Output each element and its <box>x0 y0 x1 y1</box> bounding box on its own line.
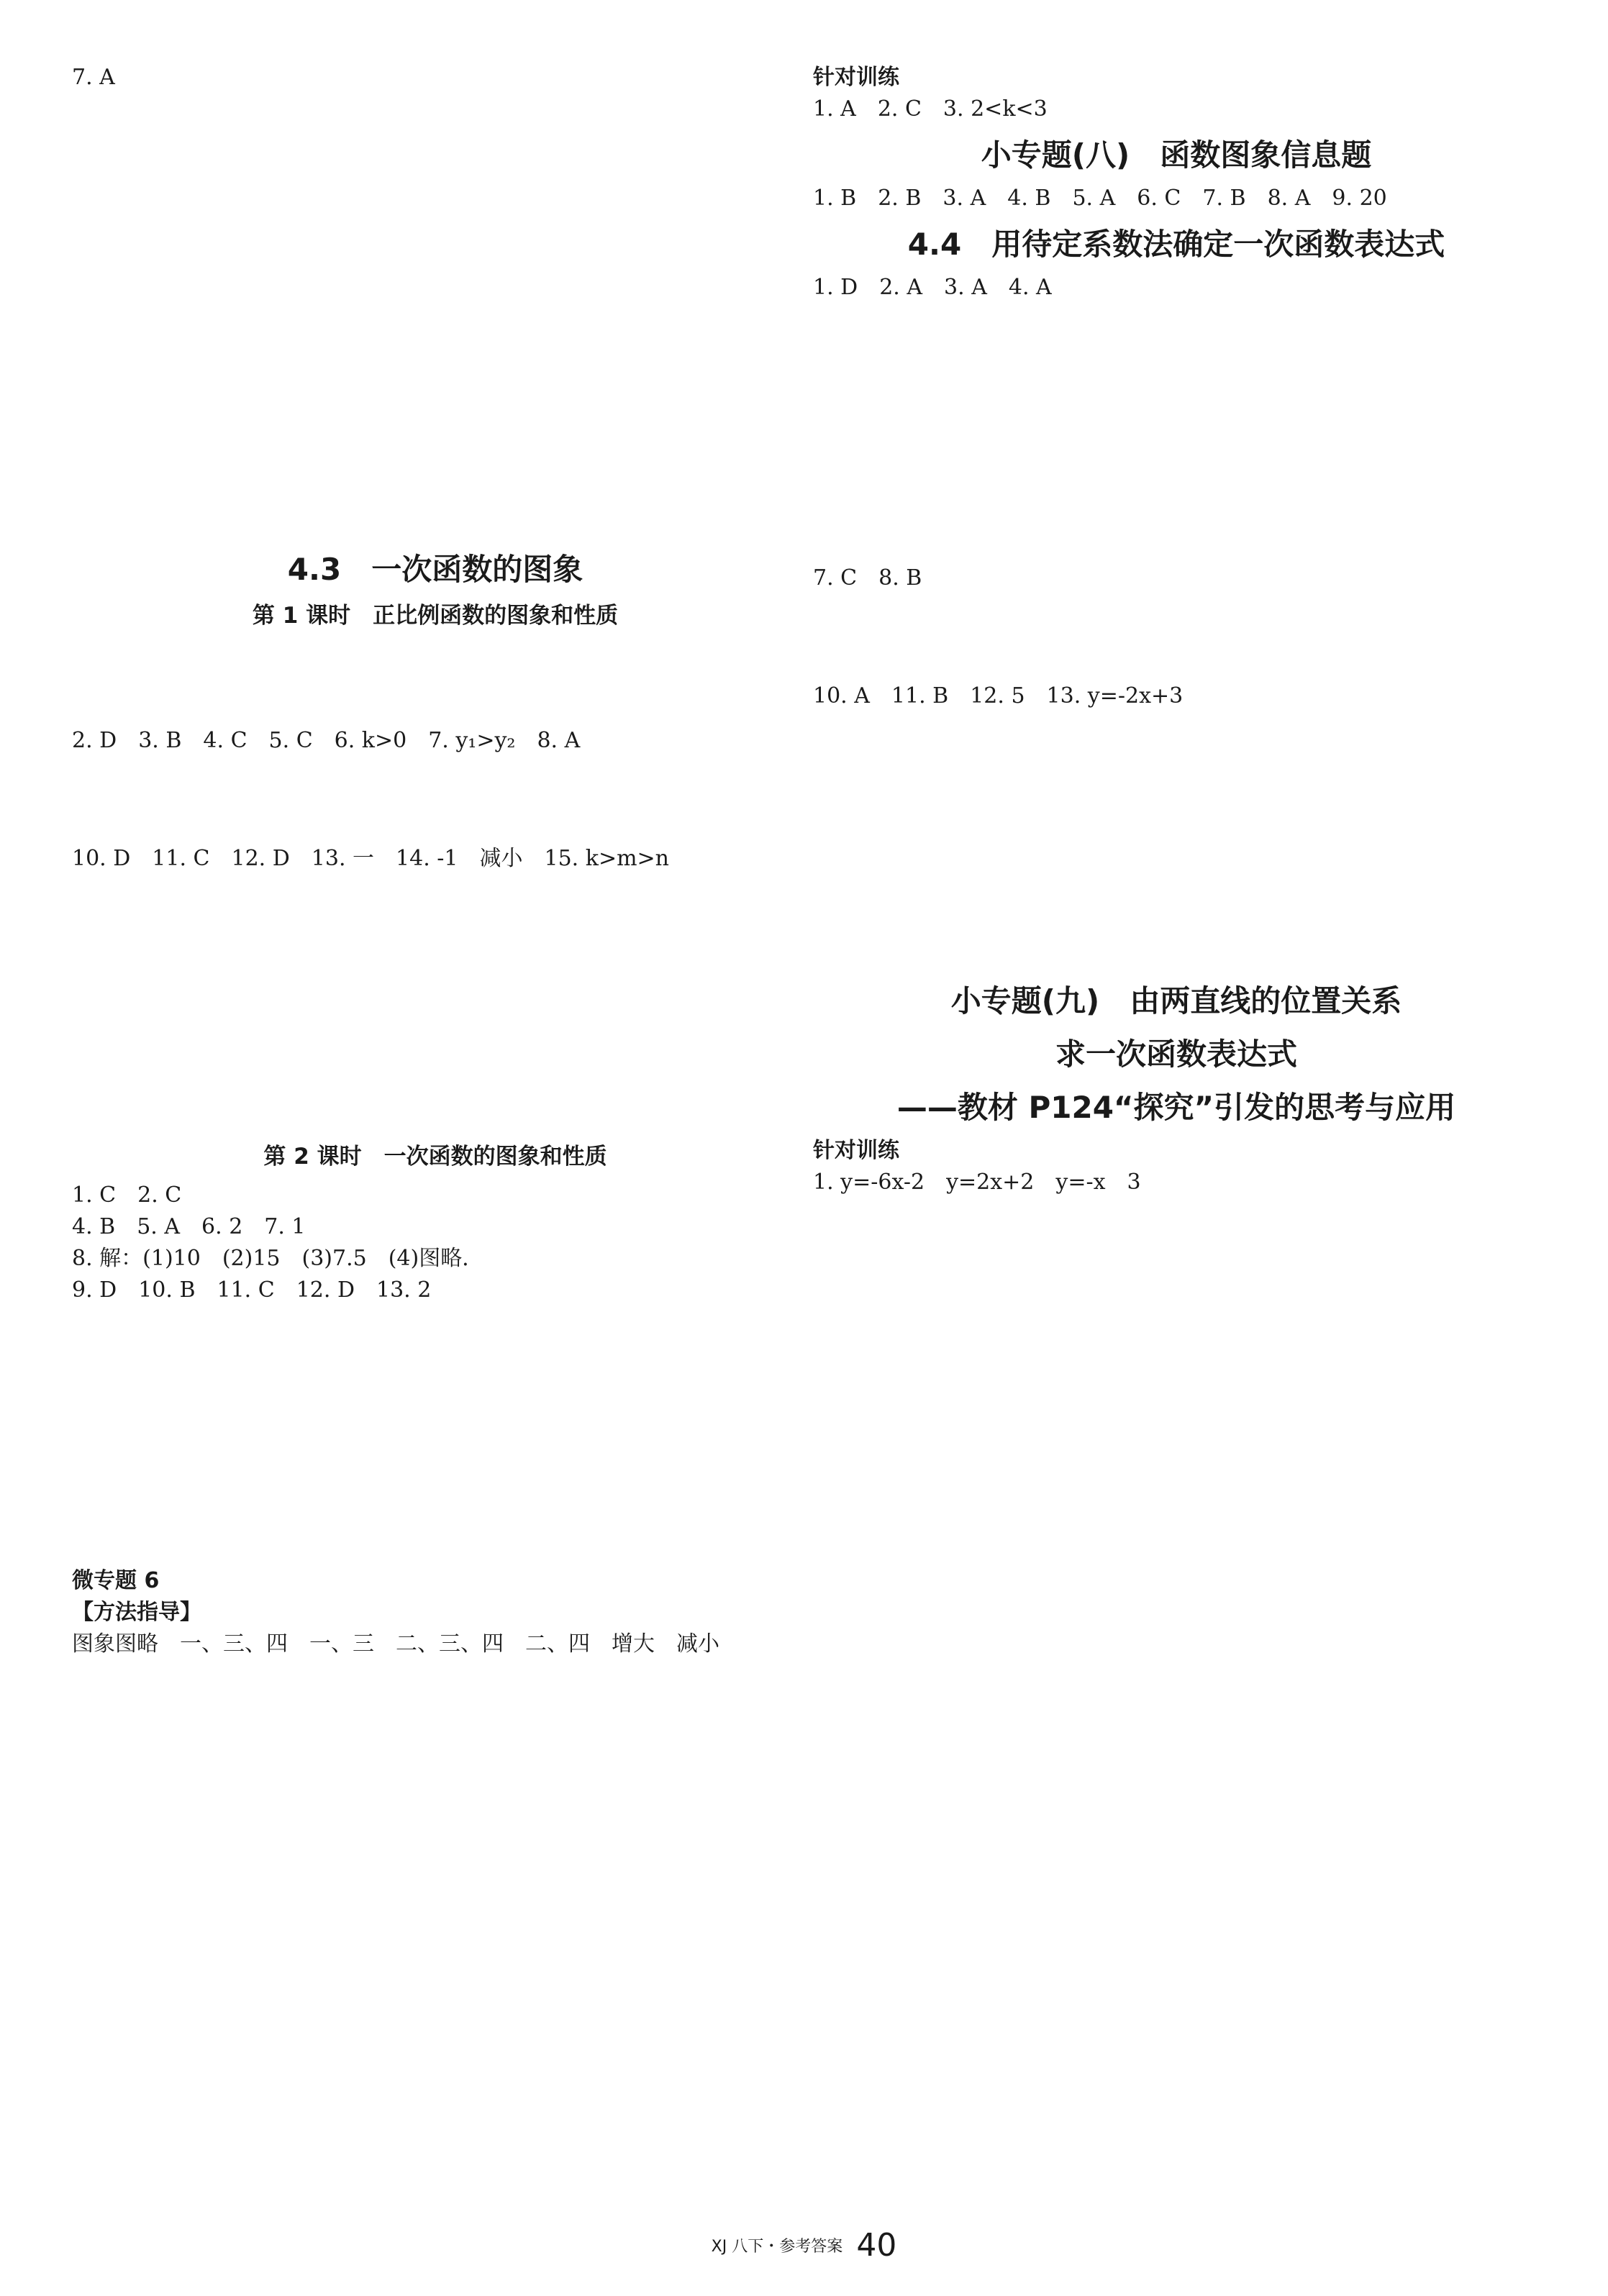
lesson-title-2: 第 2 课时 一次函数的图象和性质 <box>263 1144 607 1170</box>
answer-line: 1. D 2. A 3. A 4. A <box>813 275 1052 300</box>
special-topic-8-title: 小专题(八) 函数图象信息题 <box>981 137 1372 173</box>
micro-topic-title: 微专题 6 <box>72 1568 160 1593</box>
footer-label: XJ 八下・参考答案 <box>711 2238 843 2256</box>
targeted-training-title: 针对训练 <box>813 1138 899 1163</box>
targeted-training-title: 针对训练 <box>813 65 899 90</box>
omitted-solutions <box>813 304 1540 562</box>
method-guide-line: 图象图略 一、三、四 一、三 二、三、四 二、四 增大 减小 <box>72 1631 719 1657</box>
left-column <box>72 62 799 1660</box>
omitted-solutions <box>813 594 1540 680</box>
answer-line: 1. C 2. C <box>72 1183 182 1208</box>
answer-line: 10. D 11. C 12. D 13. 一 14. -1 减小 15. k>m>n <box>72 846 669 871</box>
answer-line: 1. A 2. C 3. 2<k<3 <box>813 96 1048 122</box>
section-title-4-3: 4.3 一次函数的图象 <box>287 552 583 587</box>
omitted-solutions <box>72 94 799 539</box>
answer-line: 1. y=-6x-2 y=2x+2 y=-x 3 <box>813 1170 1141 1195</box>
page-footer <box>0 2227 1608 2264</box>
right-column <box>813 62 1540 1198</box>
omitted-table <box>72 639 799 725</box>
special-topic-9-title-line2: 求一次函数表达式 <box>1055 1037 1297 1072</box>
lesson-title-1: 第 1 课时 正比例函数的图象和性质 <box>252 603 619 629</box>
method-guide-title: 【方法指导】 <box>72 1600 201 1625</box>
special-topic-9-title: 小专题(九) 由两直线的位置关系 <box>950 983 1402 1019</box>
answer-line: 8. 解：(1)10 (2)15 (3)7.5 (4)图略． <box>72 1246 484 1271</box>
omitted-solutions <box>813 712 1540 971</box>
page-number: 40 <box>856 2227 897 2264</box>
omitted-solutions <box>72 1306 799 1565</box>
answer-line: 2. D 3. B 4. C 5. C 6. k>0 7. y₁>y₂ 8. A <box>72 728 581 753</box>
answer-line: 7. C 8. B <box>813 565 922 591</box>
answer-line: 10. A 11. B 12. 5 13. y=-2x+3 <box>813 683 1184 709</box>
omitted-solutions <box>72 875 799 1134</box>
answer-line: 9. D 10. B 11. C 12. D 13. 2 <box>72 1277 432 1303</box>
special-topic-9-subtitle: ——教材 P124“探究”引发的思考与应用 <box>896 1090 1456 1125</box>
answer-line: 1. B 2. B 3. A 4. B 5. A 6. C 7. B 8. A 9. 20 <box>813 186 1387 211</box>
omitted-solutions <box>72 757 799 843</box>
answer-line: 7. A <box>72 65 115 90</box>
section-title-4-4: 4.4 用待定系数法确定一次函数表达式 <box>907 227 1445 262</box>
answer-line: 4. B 5. A 6. 2 7. 1 <box>72 1214 306 1239</box>
